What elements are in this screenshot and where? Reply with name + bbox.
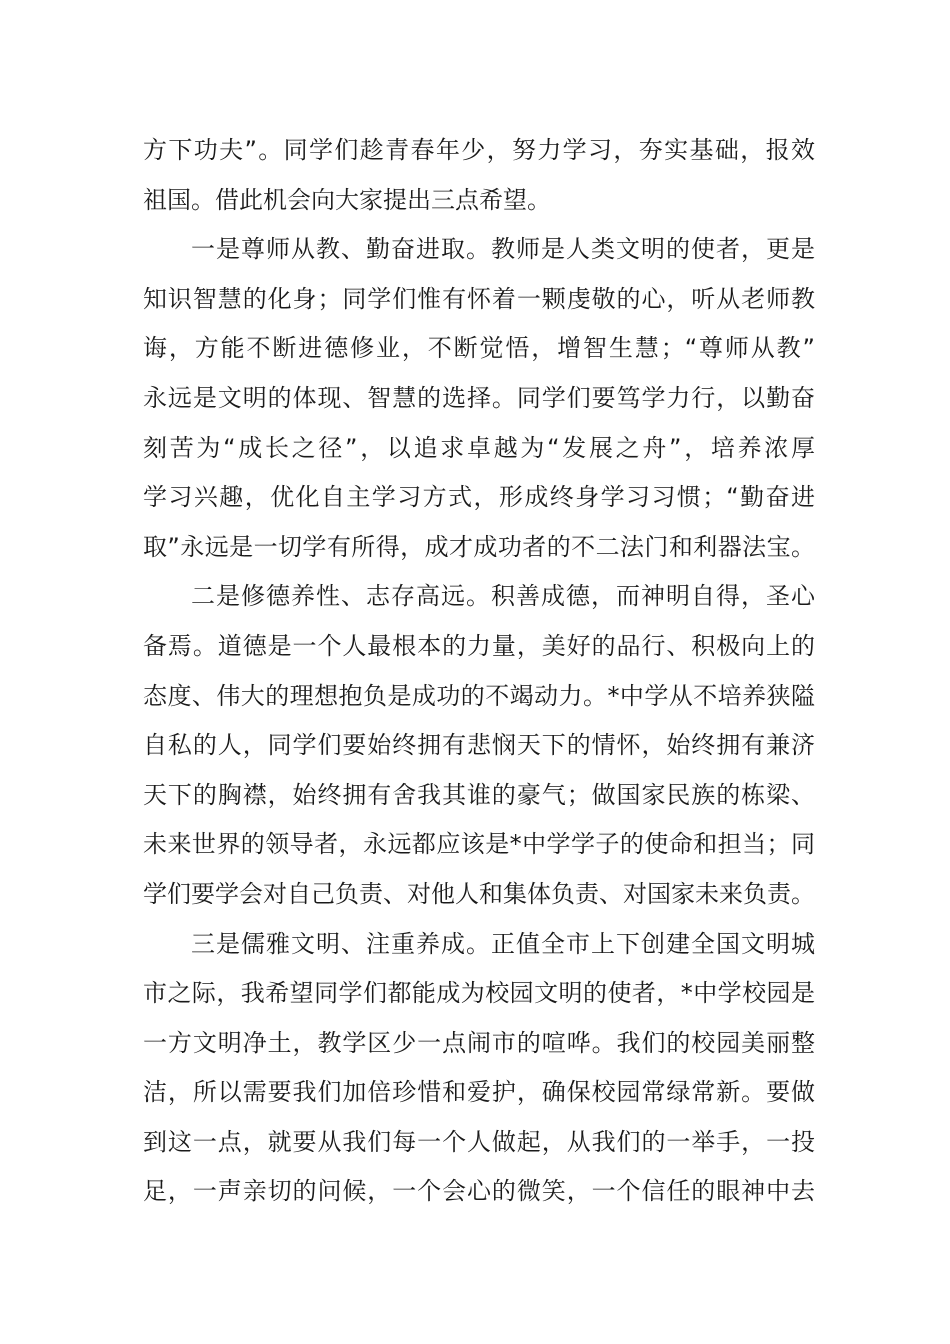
text-line: 知识智慧的化身；同学们惟有怀着一颗虔敬的心，听从老师教 bbox=[143, 284, 815, 313]
text-line: 学们要学会对自己负责、对他人和集体负责、对国家未来负责。 bbox=[143, 879, 815, 908]
text-line: 到这一点，就要从我们每一个人做起，从我们的一举手，一投 bbox=[143, 1127, 815, 1156]
text-line: 学习兴趣，优化自主学习方式，形成终身学习习惯；“勤奋进 bbox=[143, 483, 815, 512]
text-line: 方下功夫”。同学们趁青春年少，努力学习，夯实基础，报效 bbox=[143, 136, 815, 164]
text-line: 足，一声亲切的问候，一个会心的微笑，一个信任的眼神中去 bbox=[143, 1177, 815, 1206]
paragraph-start-line: 一是尊师从教、勤奋进取。教师是人类文明的使者，更是 bbox=[191, 235, 815, 264]
text-line: 洁，所以需要我们加倍珍惜和爱护，确保校园常绿常新。要做 bbox=[143, 1078, 815, 1107]
text-line: 取”永远是一切学有所得，成才成功者的不二法门和利器法宝。 bbox=[143, 532, 815, 561]
text-line: 刻苦为“成长之径”，以追求卓越为“发展之舟”，培养浓厚 bbox=[143, 433, 815, 462]
text-line: 自私的人，同学们要始终拥有悲悯天下的情怀，始终拥有兼济 bbox=[143, 731, 815, 760]
text-line: 市之际，我希望同学们都能成为校园文明的使者，*中学校园是 bbox=[143, 979, 815, 1008]
text-line: 祖国。借此机会向大家提出三点希望。 bbox=[143, 185, 551, 214]
text-line: 未来世界的领导者，永远都应该是*中学学子的使命和担当；同 bbox=[143, 830, 815, 859]
paragraph-start-line: 三是儒雅文明、注重养成。正值全市上下创建全国文明城 bbox=[191, 929, 815, 958]
text-line: 天下的胸襟，始终拥有舍我其谁的豪气；做国家民族的栋梁、 bbox=[143, 780, 815, 809]
text-line: 一方文明净土，教学区少一点闹市的喧哗。我们的校园美丽整 bbox=[143, 1028, 815, 1057]
text-line: 永远是文明的体现、智慧的选择。同学们要笃学力行，以勤奋 bbox=[143, 383, 815, 412]
text-line: 态度、伟大的理想抱负是成功的不竭动力。*中学从不培养狭隘 bbox=[143, 681, 815, 710]
text-line: 备焉。道德是一个人最根本的力量，美好的品行、积极向上的 bbox=[143, 631, 815, 660]
body-text bbox=[143, 126, 815, 1217]
paragraph-start-line: 二是修德养性、志存高远。积善成德，而神明自得，圣心 bbox=[191, 582, 815, 611]
text-line: 诲，方能不断进德修业，不断觉悟，增智生慧；“尊师从教” bbox=[143, 334, 815, 363]
